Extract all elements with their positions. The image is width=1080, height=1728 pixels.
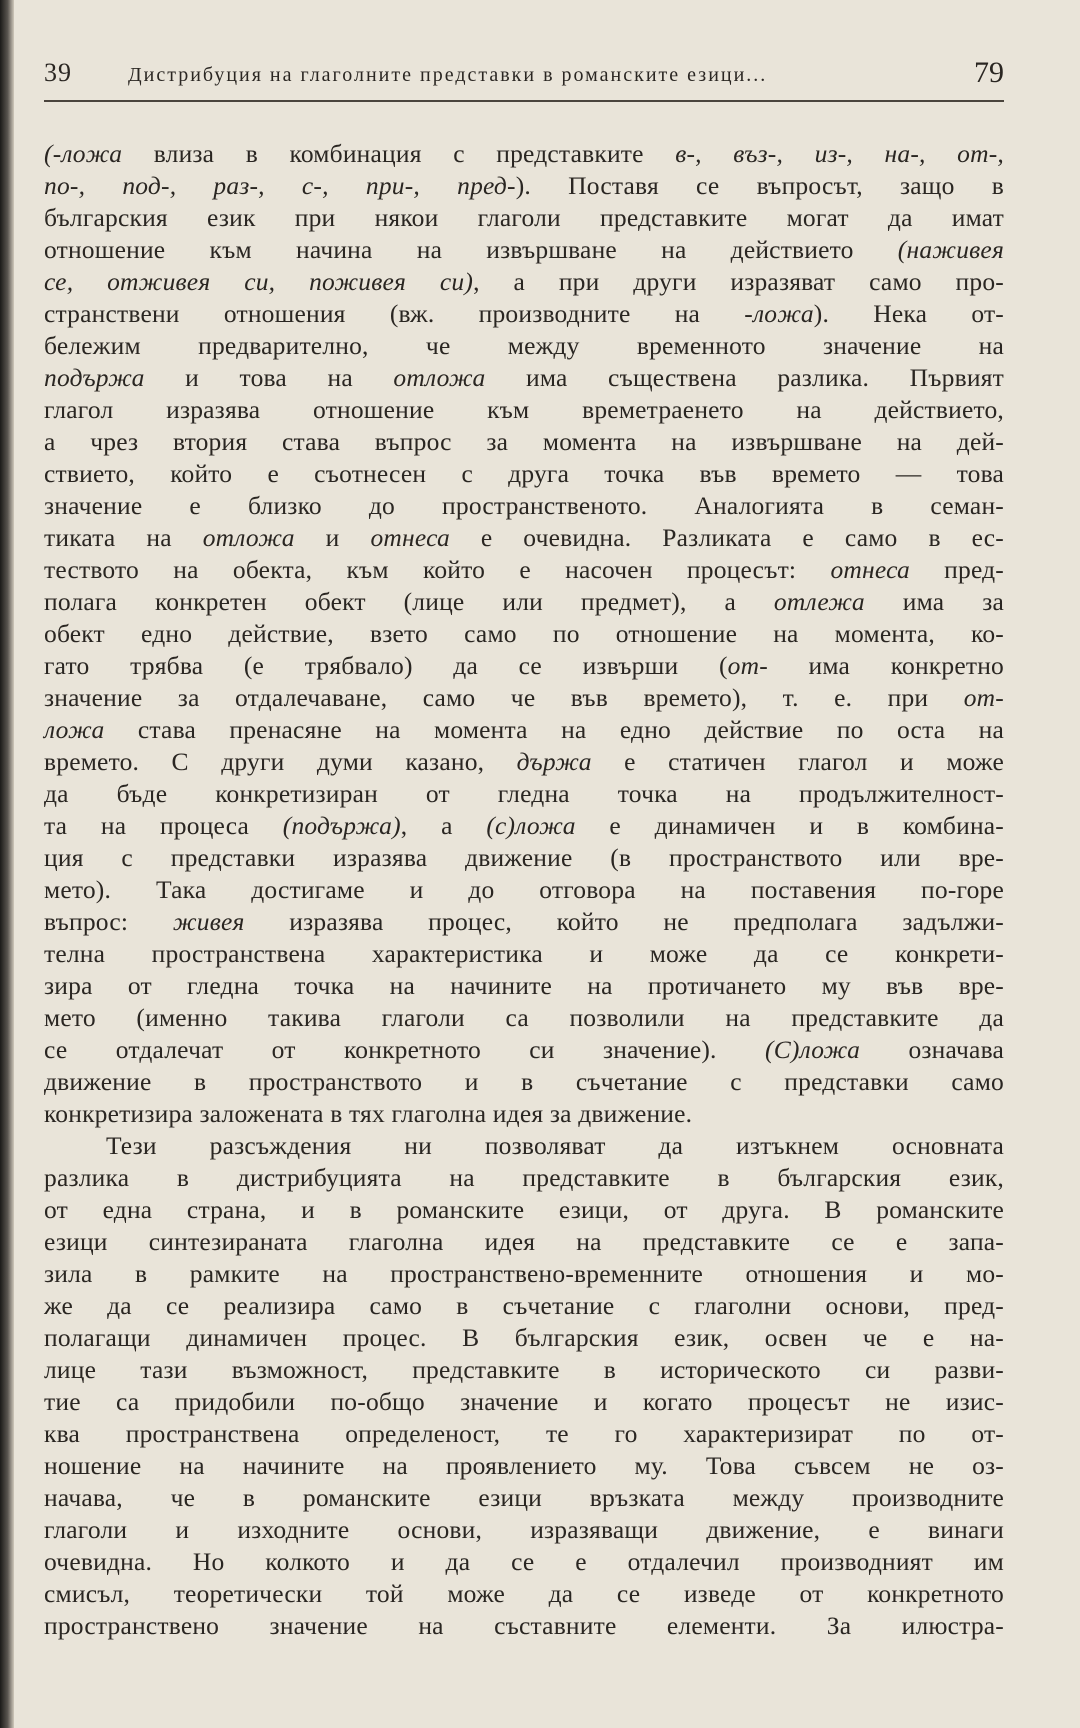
text-segment: от една страна, и в романските езици, от друга. В романските (44, 1195, 1004, 1224)
text-line (44, 586, 1004, 618)
text-line (44, 1290, 1004, 1322)
text-line (44, 1450, 1004, 1482)
text-line (44, 938, 1004, 970)
text-segment: та на процеса (44, 811, 283, 840)
text-segment: ция с представки изразява движение (в пространството или вре- (44, 843, 1004, 872)
italic-segment: от- (727, 651, 768, 680)
italic-segment: отложа (393, 363, 486, 392)
text-segment: мето (именно такива глаголи са позволили на представките да (44, 1003, 1004, 1032)
text-segment: изразява процес, който не предполага задължи- (244, 907, 1004, 936)
page-header (44, 56, 1004, 96)
text-segment: значение за отдалечаване, само че във времето), т. е. при (44, 683, 964, 712)
text-segment: тиката на (44, 523, 203, 552)
italic-segment: отнеса (830, 555, 910, 584)
text-line (44, 650, 1004, 682)
italic-segment: (с)ложа (486, 811, 576, 840)
text-segment: мето). Така достигаме и до отговора на поставения по-горе (44, 875, 1004, 904)
text-line (44, 1546, 1004, 1578)
text-segment: ствието, който е съотнесен с друга точка във времето — това (44, 459, 1004, 488)
text-segment: глаголи и изходните основи, изразяващи движение, е винаги (44, 1515, 1004, 1544)
text-segment: полага конкретен обект (лице или предмет), а (44, 587, 774, 616)
text-line (44, 1162, 1004, 1194)
page-number: 79 (974, 56, 1004, 89)
italic-segment: (-лoжа (44, 139, 123, 168)
text-segment: ). Нека от- (813, 299, 1004, 328)
text-segment: българския език при някои глаголи представките могат да имат (44, 203, 1004, 232)
book-spine-shadow (0, 0, 14, 1728)
text-segment: теството на обекта, към който е насочен процесът: (44, 555, 831, 584)
italic-segment: (С)ложа (765, 1035, 861, 1064)
text-segment: телна пространствена характеристика и може да се конкрети- (44, 939, 1004, 968)
text-line (44, 330, 1004, 362)
text-segment: разлика в дистрибуцията на представките в българския език, (44, 1163, 1004, 1192)
text-line (44, 362, 1004, 394)
text-segment: пространствено значение на съставните елементи. За илюстра- (44, 1611, 1004, 1640)
italic-segment: отлежа (773, 587, 865, 616)
text-segment: е очевидна. Разликата е само в ес- (449, 523, 1004, 552)
text-segment: обект едно действие, взето само по отношение на момента, ко- (44, 619, 1004, 648)
italic-segment: от- (963, 683, 1004, 712)
text-segment: става пренасяне на момента на едно действие по оста на (104, 715, 1004, 744)
text-line (44, 1066, 1004, 1098)
header-rule (44, 100, 1004, 102)
text-segment: Тези разсъждения ни позволяват да изтъкнем основната (106, 1131, 1004, 1160)
text-segment: полагащи динамичен процес. В българския език, освен че е на- (44, 1323, 1004, 1352)
italic-segment: -лoжа (744, 299, 814, 328)
text-segment: ). Поставя се въпросът, защо в (515, 171, 1005, 200)
text-line (44, 490, 1004, 522)
text-line (44, 1130, 1004, 1162)
italic-segment: се, отживея си, поживея си) (44, 267, 474, 296)
text-line (44, 1610, 1004, 1642)
text-line (44, 1578, 1004, 1610)
text-line (44, 618, 1004, 650)
text-line (44, 1322, 1004, 1354)
text-segment: тие са придобили по-общо значение и когато процесът не изис- (44, 1387, 1004, 1416)
text-segment: има за (864, 587, 1004, 616)
text-line (44, 810, 1004, 842)
italic-segment: отнеса (370, 523, 450, 552)
text-line (44, 138, 1004, 170)
text-line (44, 1002, 1004, 1034)
text-line (44, 1354, 1004, 1386)
text-line (44, 1226, 1004, 1258)
text-segment: же да се реализира само в съчетание с глаголни основи, пред- (44, 1291, 1004, 1320)
text-segment: гато трябва (е трябвало) да се извърши ( (44, 651, 728, 680)
text-line (44, 266, 1004, 298)
italic-segment: живея (172, 907, 245, 936)
body-text (44, 138, 1004, 1642)
text-segment: глагол изразява отношение към времетраенето на действието, (44, 395, 1004, 424)
text-segment: а чрез втория става въпрос за момента на извършване на дей- (44, 427, 1004, 456)
italic-segment: държа (516, 747, 592, 776)
text-segment: ква пространствена определеност, те го характеризират по от- (44, 1419, 1004, 1448)
text-line (44, 714, 1004, 746)
text-segment: пред- (909, 555, 1004, 584)
text-line (44, 394, 1004, 426)
italic-segment: ложа (44, 715, 105, 744)
header-left-number: 39 (44, 58, 72, 87)
text-segment: въпрос: (44, 907, 173, 936)
text-line (44, 202, 1004, 234)
text-segment: , а при други изразяват само про- (473, 267, 1004, 296)
text-segment: конкретизира заложената в тях глаголна идея за движение. (44, 1099, 693, 1128)
text-segment: има конкретно (767, 651, 1004, 680)
text-line (44, 906, 1004, 938)
text-segment: смисъл, теоретически той може да се изведе от конкретното (44, 1579, 1004, 1608)
text-segment: и (294, 523, 371, 552)
text-line (44, 1418, 1004, 1450)
italic-segment: в-, въз-, из-, на-, от-, (675, 139, 1004, 168)
running-title: Дистрибуция на глаголните представки в романските езици... (128, 64, 768, 86)
text-segment: странствени отношения (вж. производните на (44, 299, 745, 328)
text-line (44, 554, 1004, 586)
text-line (44, 1482, 1004, 1514)
text-line (44, 170, 1004, 202)
text-segment: начава, че в романските езици връзката между производните (44, 1483, 1004, 1512)
text-line (44, 234, 1004, 266)
text-segment: се отдалечат от конкретното си значение). (44, 1035, 766, 1064)
text-line (44, 522, 1004, 554)
text-segment: времето. С други думи казано, (44, 747, 517, 776)
text-segment: зила в рамките на пространствено-временните отношения и мо- (44, 1259, 1004, 1288)
text-line (44, 458, 1004, 490)
text-line (44, 874, 1004, 906)
text-segment: ношение на начините на проявлението му. Това съвсем не оз- (44, 1451, 1004, 1480)
text-segment: очевидна. Но колкото и да се е отдалечил производният им (44, 1547, 1004, 1576)
text-line (44, 1194, 1004, 1226)
text-segment: отношение към начина на извършване на действието (44, 235, 898, 264)
text-line (44, 746, 1004, 778)
text-segment: зира от гледна точка на начините на протичането му във вре- (44, 971, 1004, 1000)
text-segment: бележим предварително, че между временното значение на (44, 331, 1004, 360)
text-line (44, 778, 1004, 810)
text-segment: , а (400, 811, 487, 840)
italic-segment: (подържа) (282, 811, 401, 840)
text-segment: движение в пространството и в съчетание с представки само (44, 1067, 1004, 1096)
text-segment: влиза в комбинация с представките (122, 139, 676, 168)
text-line (44, 1098, 1004, 1130)
italic-segment: по-, под-, раз-, с-, при-, пред- (44, 171, 516, 200)
text-segment: езици синтезираната глаголна идея на представките се е запа- (44, 1227, 1004, 1256)
text-segment: означава (860, 1035, 1004, 1064)
text-segment: има съществена разлика. Първият (485, 363, 1004, 392)
text-line (44, 1514, 1004, 1546)
text-line (44, 970, 1004, 1002)
text-segment: и това на (144, 363, 394, 392)
text-line (44, 842, 1004, 874)
text-line (44, 426, 1004, 458)
text-line (44, 1258, 1004, 1290)
text-line (44, 682, 1004, 714)
text-segment: лице тази възможност, представките в историческото си разви- (44, 1355, 1004, 1384)
text-line (44, 298, 1004, 330)
text-segment: е динамичен и в комбина- (575, 811, 1005, 840)
text-segment: значение е близко до пространственото. Аналогията в семан- (44, 491, 1004, 520)
text-line (44, 1386, 1004, 1418)
text-line (44, 1034, 1004, 1066)
text-segment: да бъде конкретизиран от гледна точка на продължителност- (44, 779, 1004, 808)
italic-segment: подържа (44, 363, 145, 392)
italic-segment: отложа (202, 523, 295, 552)
text-segment: е статичен глагол и може (591, 747, 1004, 776)
italic-segment: (наживея (897, 235, 1004, 264)
